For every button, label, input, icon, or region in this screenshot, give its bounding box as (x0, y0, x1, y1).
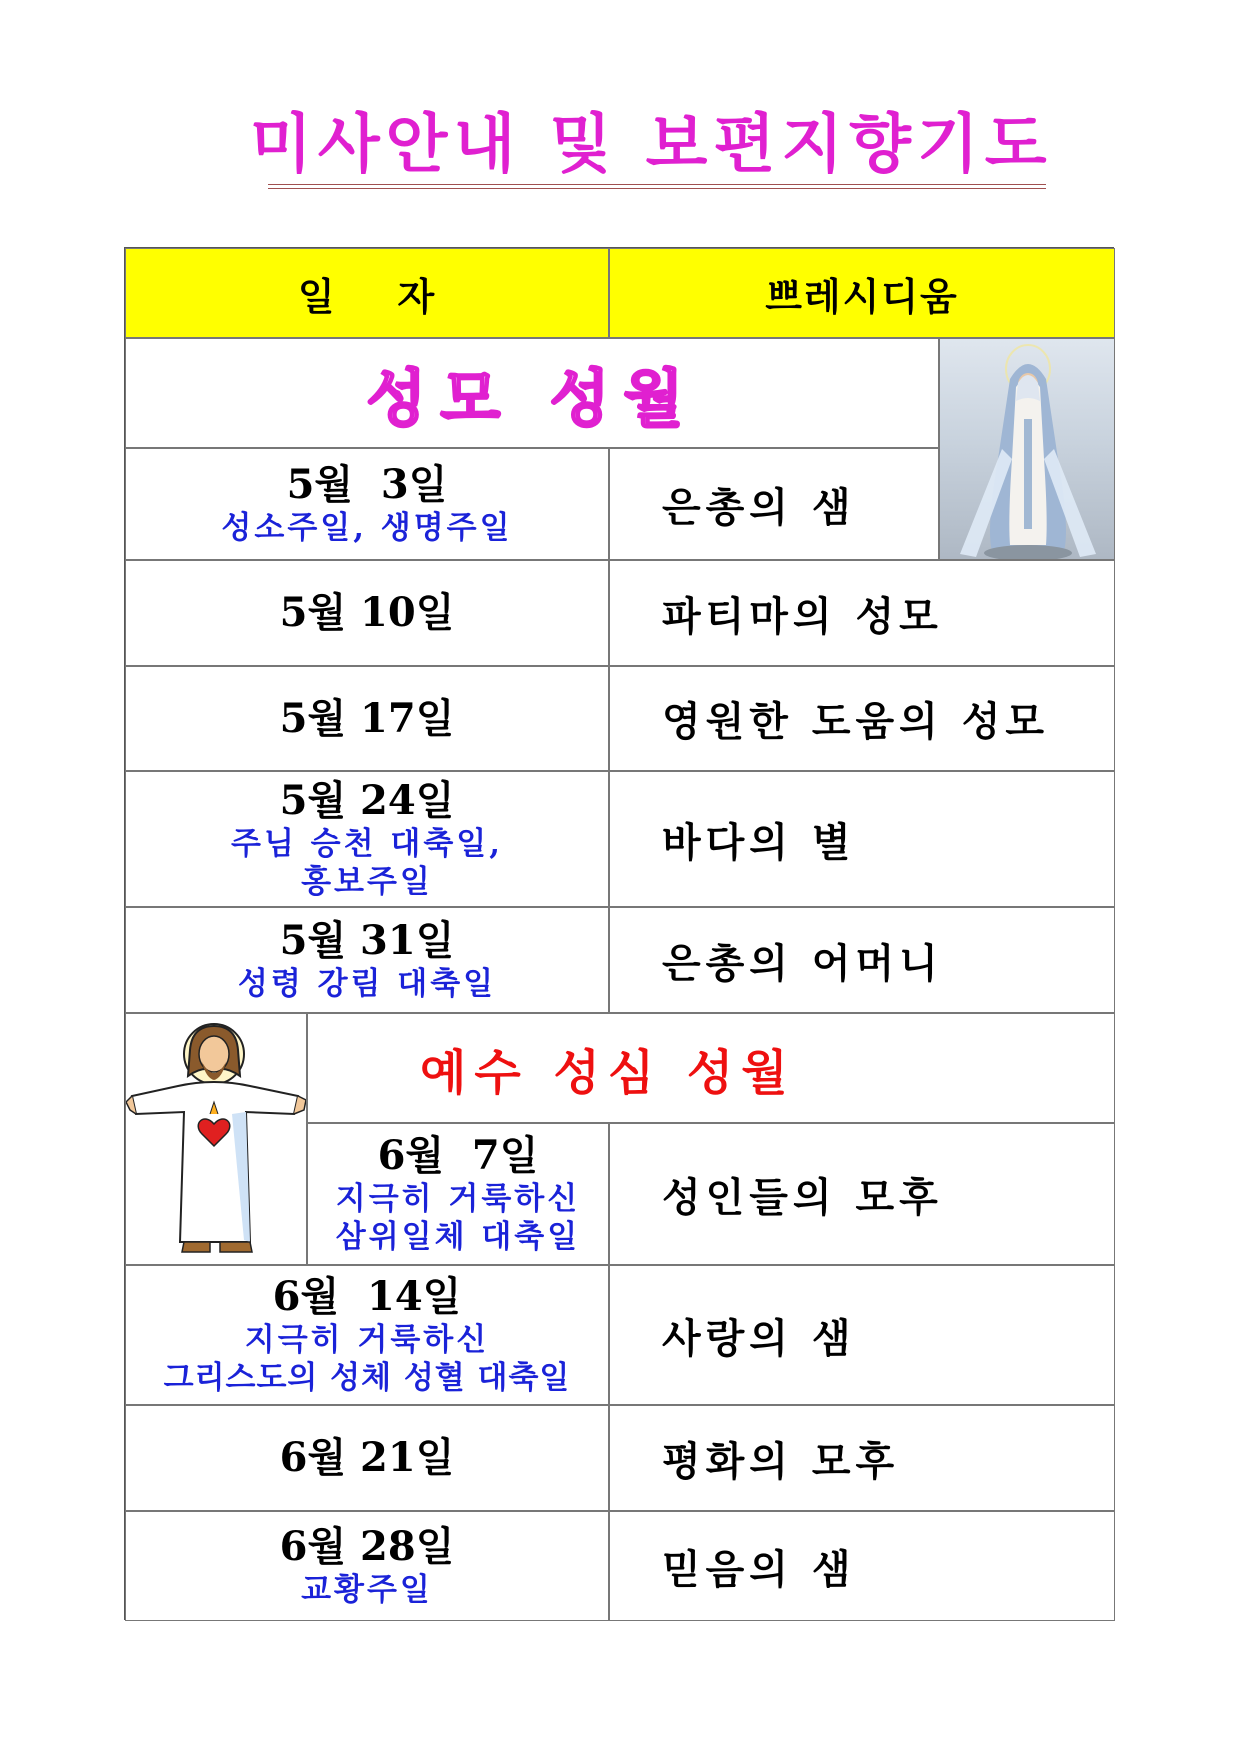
prayer-cell-1 (609, 560, 1115, 666)
date-cell-0 (125, 448, 609, 560)
title-underline (268, 184, 1046, 189)
sacred-heart-jesus-image (125, 1013, 307, 1265)
section-may-label: 성모 성월 (366, 361, 698, 435)
prayer-text: 은총의 어머니 (662, 939, 943, 987)
feast-text: 주님 승천 대축일, (231, 826, 503, 862)
date-cell-3 (125, 771, 609, 907)
prayer-text: 사랑의 샘 (662, 1314, 856, 1362)
feast-text: 홍보주일 (301, 864, 433, 900)
feast-text: 지극히 거룩하신 (244, 1322, 490, 1358)
date-cell-7 (125, 1405, 609, 1511)
date-text: 6월 28일 (279, 1523, 455, 1570)
date-text: 6월 7일 (377, 1132, 539, 1179)
date-text: 5월 17일 (279, 694, 455, 742)
section-june-label: 예수 성심 성월 (420, 1044, 796, 1101)
date-cell-2 (125, 666, 609, 771)
section-may-cell (125, 338, 939, 448)
date-text: 5월 10일 (279, 589, 455, 636)
prayer-text: 바다의 별 (662, 818, 856, 866)
prayer-cell-3 (609, 771, 1115, 907)
prayer-cell-7 (609, 1405, 1115, 1511)
page-title: 미사안내 및 보편지향기도 (250, 108, 1053, 182)
section-june-cell (307, 1013, 1115, 1123)
feast-text: 지극히 거룩하신 (335, 1181, 581, 1217)
prayer-cell-0 (609, 448, 939, 560)
prayer-cell-8 (609, 1511, 1115, 1621)
prayer-text: 믿음의 샘 (662, 1545, 856, 1593)
prayer-text: 성인들의 모후 (662, 1173, 943, 1221)
prayer-cell-5 (609, 1123, 1115, 1265)
schedule-table (124, 247, 1114, 1620)
feast-text: 그리스도의 성체 성혈 대축일 (163, 1360, 571, 1396)
feast-text: 삼위일체 대축일 (335, 1219, 581, 1255)
prayer-text: 은총의 샘 (662, 483, 856, 531)
feast-text: 성소주일, 생명주일 (221, 510, 513, 546)
prayer-cell-4 (609, 907, 1115, 1013)
date-cell-8 (125, 1511, 609, 1621)
feast-text: 성령 강림 대축일 (237, 966, 497, 1002)
prayer-cell-6 (609, 1265, 1115, 1405)
date-cell-6 (125, 1265, 609, 1405)
header-date-label: 일 자 (297, 273, 437, 319)
prayer-text: 파티마의 성모 (662, 592, 943, 640)
sacred-heart-jesus-icon (126, 1014, 307, 1265)
header-prayer-cell (609, 248, 1115, 338)
virgin-mary-icon (940, 339, 1115, 560)
prayer-text: 평화의 모후 (662, 1437, 900, 1485)
date-text: 5월 31일 (279, 917, 455, 964)
date-cell-1 (125, 560, 609, 666)
header-date-cell (125, 248, 609, 338)
date-text: 6월 21일 (279, 1434, 455, 1481)
date-text: 5월 3일 (286, 461, 448, 508)
date-text: 6월 14일 (272, 1273, 462, 1320)
feast-text: 교황주일 (301, 1572, 433, 1608)
date-cell-5 (307, 1123, 609, 1265)
virgin-mary-image (939, 338, 1115, 560)
header-prayer-label: 쁘레시디움 (765, 273, 959, 319)
date-text: 5월 24일 (279, 777, 455, 824)
date-cell-4 (125, 907, 609, 1013)
prayer-text: 영원한 도움의 성모 (662, 698, 1049, 745)
prayer-cell-2 (609, 666, 1115, 771)
